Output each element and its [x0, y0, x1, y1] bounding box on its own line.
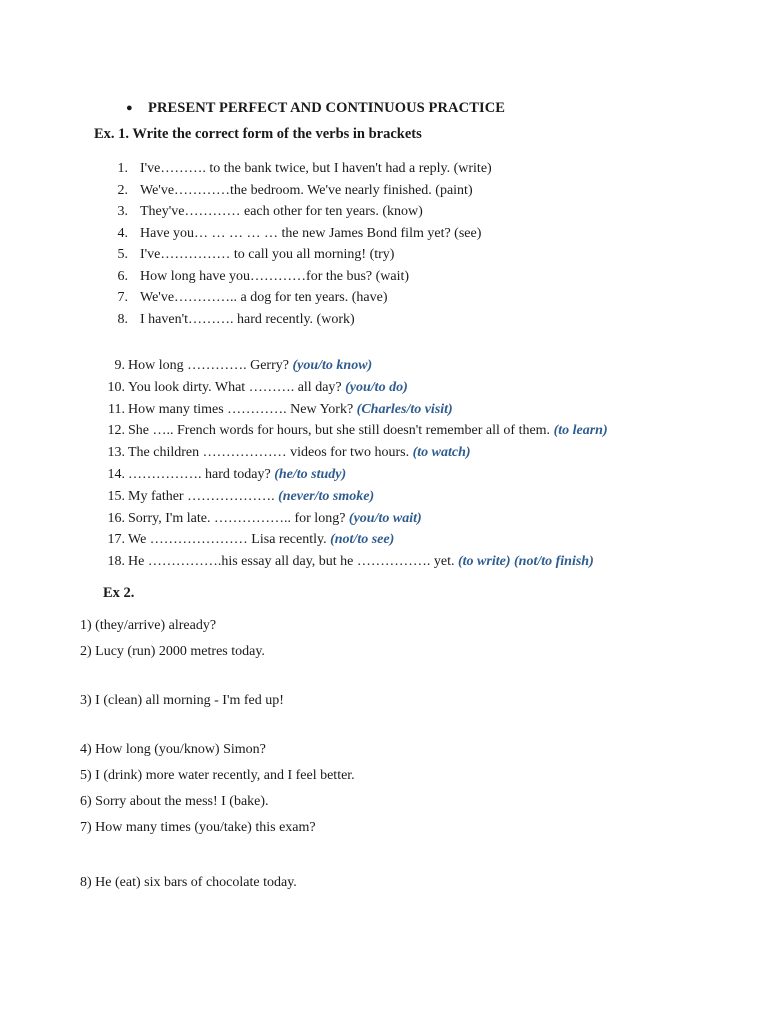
exercise-2-item-5: 5) I (drink) more water recently, and I feel better. — [80, 768, 355, 783]
item-text — [128, 355, 372, 377]
title-text: PRESENT PERFECT AND CONTINUOUS PRACTICE — [148, 100, 506, 116]
item-number: 10. — [107, 379, 125, 395]
item-number: 15. — [107, 488, 125, 504]
item-text — [128, 508, 422, 530]
list-item — [0, 244, 768, 266]
list-item — [0, 529, 768, 551]
exercise-2-item-8: 8) He (eat) six bars of chocolate today. — [80, 875, 297, 890]
item-text — [128, 529, 394, 551]
verb-hint: (you/to wait) — [348, 510, 422, 526]
item-sentence: We ………………… Lisa recently. — [128, 532, 331, 548]
item-sentence: How long …………. Gerry? — [128, 358, 293, 373]
item-text: We've………….. a dog for ten years. (have) — [140, 290, 388, 305]
bullet-icon: ● — [126, 102, 133, 114]
exercise-2-item-6: 6) Sorry about the mess! I (bake). — [80, 794, 269, 809]
item-number: 6. — [117, 268, 128, 284]
list-item — [0, 287, 768, 309]
item-text — [128, 464, 346, 486]
list-item — [0, 377, 768, 399]
item-text: I haven't………. hard recently. (work) — [140, 311, 355, 327]
item-number: 5. — [117, 247, 128, 262]
item-sentence: She ….. French words for hours, but she still doesn't remember all of them. — [128, 423, 554, 439]
item-sentence: ……………. hard today? — [128, 466, 275, 482]
verb-hint: (you/to do) — [345, 379, 408, 395]
exercise-1-heading: Ex. 1. Write the correct form of the verbs in brackets — [94, 126, 422, 142]
list-item — [0, 464, 768, 486]
item-number: 13. — [107, 445, 125, 461]
item-sentence: He …………….his essay all day, but he ……………. yet. — [128, 554, 458, 570]
item-sentence: You look dirty. What ………. all day? — [128, 379, 346, 395]
item-text — [128, 377, 408, 399]
list-item — [0, 508, 768, 530]
item-text: How long have you…………for the bus? (wait) — [140, 268, 410, 284]
list-item — [0, 420, 768, 442]
item-text: They've………… each other for ten years. (know) — [140, 204, 423, 219]
item-number: 16. — [107, 510, 125, 526]
list-item — [0, 223, 768, 245]
item-text: Have you… … … … … the new James Bond film yet? (see) — [140, 225, 482, 241]
item-text — [128, 399, 453, 421]
item-sentence: Sorry, I'm late. …………….. for long? — [128, 510, 349, 526]
list-item — [0, 486, 768, 508]
list-item — [0, 442, 768, 464]
verb-hint: (to learn) — [553, 423, 608, 439]
item-text: I've………. to the bank twice, but I haven't had a reply. (write) — [140, 161, 492, 176]
exercise-2-heading: Ex 2. — [103, 585, 135, 601]
item-number: 4. — [117, 225, 128, 241]
item-number: 3. — [117, 204, 128, 219]
item-text: We've…………the bedroom. We've nearly finished. (paint) — [140, 182, 473, 198]
exercise-2-item-1: 1) (they/arrive) already? — [80, 618, 217, 633]
exercise-2-item-4: 4) How long (you/know) Simon? — [80, 742, 266, 757]
item-number: 2. — [117, 182, 128, 198]
verb-hint: (you/to know) — [292, 358, 373, 373]
item-number: 7. — [117, 290, 128, 305]
list-item — [0, 355, 768, 377]
verb-hint: (to write) (not/to finish) — [458, 554, 594, 570]
verb-hint: (never/to smoke) — [278, 488, 375, 504]
verb-hint: (he/to study) — [274, 466, 347, 482]
item-sentence: My father ………………. — [128, 488, 279, 504]
item-number: 1. — [117, 161, 128, 176]
page-title — [126, 100, 505, 117]
list-item — [0, 158, 768, 180]
item-text: I've…………… to call you all morning! (try) — [140, 247, 395, 262]
item-text — [128, 420, 608, 442]
exercise-1-list-part1 — [0, 158, 768, 330]
list-item — [0, 309, 768, 331]
item-number: 11. — [108, 401, 125, 417]
exercise-1-list-part2 — [0, 355, 768, 573]
verb-hint: (to watch) — [412, 445, 471, 461]
item-text — [128, 486, 374, 508]
list-item — [0, 266, 768, 288]
item-number: 14. — [107, 466, 125, 482]
exercise-2-item-2: 2) Lucy (run) 2000 metres today. — [80, 644, 265, 659]
item-number: 17. — [107, 532, 125, 548]
item-text — [128, 551, 594, 573]
verb-hint: (not/to see) — [330, 532, 395, 548]
exercise-2-item-7: 7) How many times (you/take) this exam? — [80, 820, 316, 835]
verb-hint: (Charles/to visit) — [356, 401, 453, 417]
item-sentence: The children ……………… videos for two hours. — [128, 445, 413, 461]
list-item — [0, 180, 768, 202]
list-item — [0, 551, 768, 573]
item-text — [128, 442, 471, 464]
list-item — [0, 201, 768, 223]
item-sentence: How many times …………. New York? — [128, 401, 357, 417]
item-number: 8. — [117, 311, 128, 327]
item-number: 9. — [114, 358, 125, 373]
item-number: 18. — [107, 554, 125, 570]
item-number: 12. — [107, 423, 125, 439]
list-item — [0, 399, 768, 421]
exercise-2-item-3: 3) I (clean) all morning - I'm fed up! — [80, 693, 284, 708]
